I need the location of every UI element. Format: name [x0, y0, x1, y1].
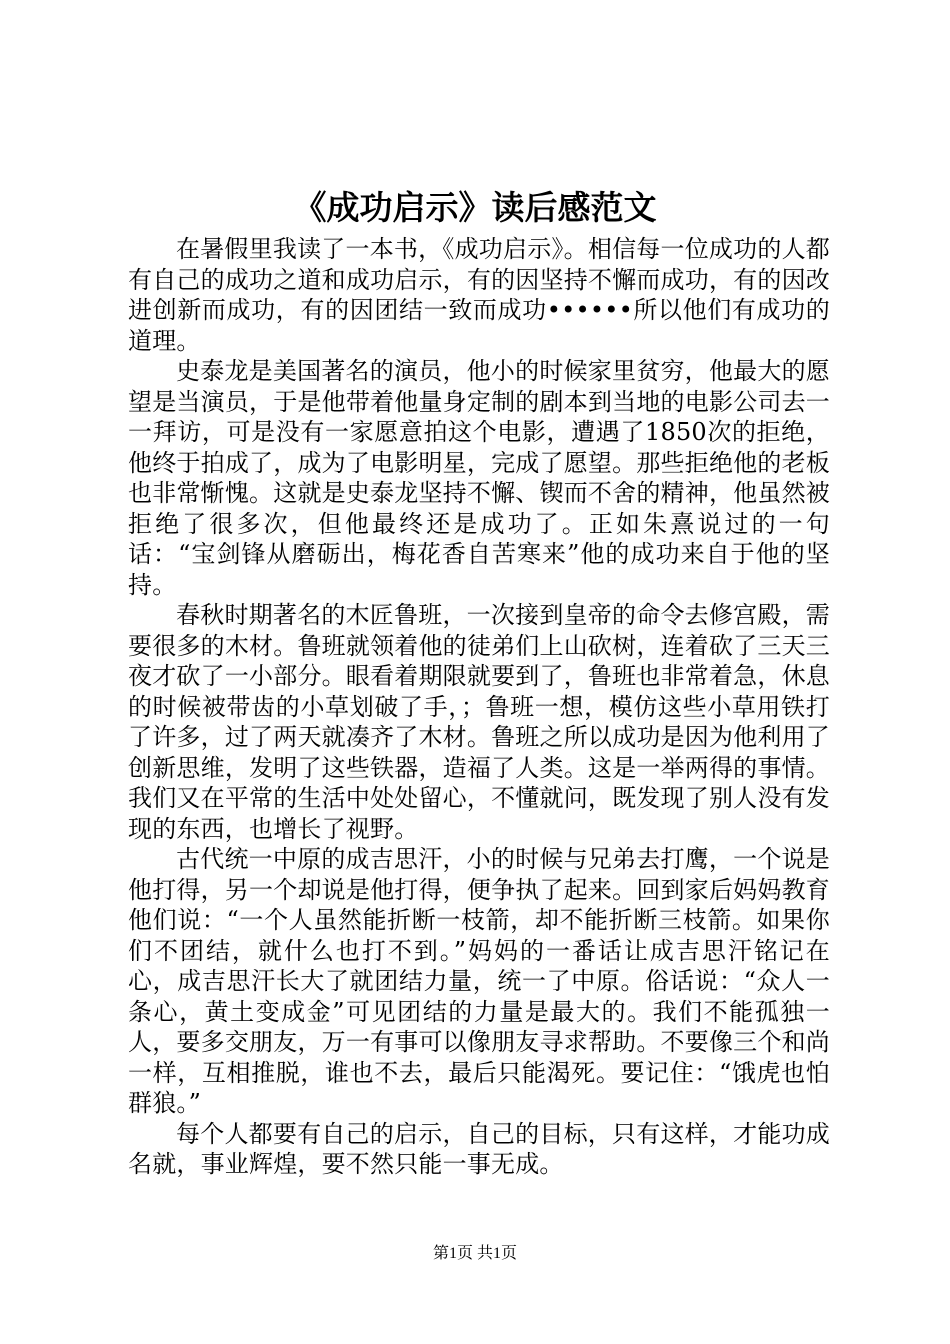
document-body — [128, 234, 830, 1180]
paragraph-3: 春秋时期著名的木匠鲁班，一次接到皇帝的命令去修宫殿，需要很多的木材。鲁班就领着他的徒弟们上山砍树，连着砍了三天三夜才砍了一小部分。眼看着期限就要到了，鲁班也非常着急，休息的时候被带齿的小草划破了手，；鲁班一想，模仿这些小草用铁打了许多，过了两天就凑齐了木材。鲁班之所以成功是因为他利用了创新思维，发明了这些铁器，造福了人类。这是一举两得的事情。我们又在平常的生活中处处留心，不懂就问，既发现了别人没有发现的东西，也增长了视野。 — [128, 601, 830, 843]
paragraph-5: 每个人都要有自己的启示，自己的目标，只有这样，才能功成名就，事业辉煌，要不然只能一事无成。 — [128, 1119, 830, 1178]
document-title: 《成功启示》读后感范文 — [293, 188, 657, 227]
paragraph-2: 史泰龙是美国著名的演员，他小的时候家里贫穷，他最大的愿望是当演员，于是他带着他量身定制的剧本到当地的电影公司去一一拜访，可是没有一家愿意拍这个电影，遭遇了1850次的拒绝，他终于拍成了，成为了电影明星，完成了愿望。那些拒绝他的老板也非常惭愧。这就是史泰龙坚持不懈、锲而不舍的精神，他虽然被拒绝了很多次，但他最终还是成功了。正如朱熹说过的一句话：“宝剑锋从磨砺出，梅花香自苦寒来”他的成功来自于他的坚持。 — [128, 357, 830, 599]
paragraph-1: 在暑假里我读了一本书，《成功启示》。相信每一位成功的人都有自己的成功之道和成功启示，有的因坚持不懈而成功，有的因改进创新而成功，有的因团结一致而成功••••••所以他们有成功的道理。 — [128, 235, 830, 355]
page-number-footer: 第1页 共1页 — [432, 1245, 517, 1262]
paragraph-4: 古代统一中原的成吉思汗，小的时候与兄弟去打鹰，一个说是他打得，另一个却说是他打得，便争执了起来。回到家后妈妈教育他们说：“一个人虽然能折断一枝箭，却不能折断三枝箭。如果你们不团结，就什么也打不到。”妈妈的一番话让成吉思汗铭记在心，成吉思汗长大了就团结力量，统一了中原。俗话说：“众人一条心，黄土变成金”可见团结的力量是最大的。我们不能孤独一人，要多交朋友，万一有事可以像朋友寻求帮助。不要像三个和尚一样，互相推脱，谁也不去，最后只能渴死。要记住：“饿虎也怕群狼。” — [128, 845, 830, 1117]
